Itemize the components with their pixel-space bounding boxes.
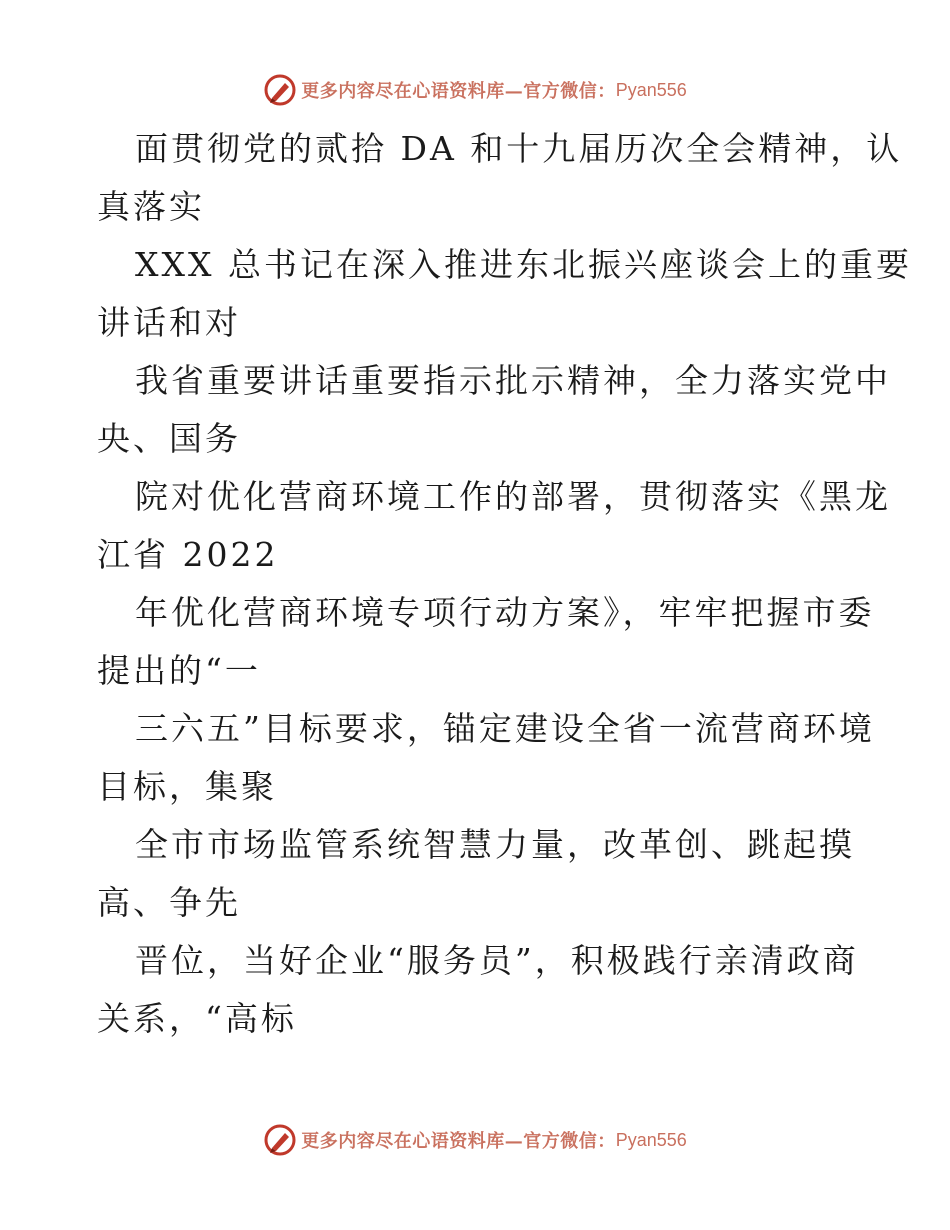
paragraph [97,120,903,236]
paragraph [97,932,857,1048]
banner-text: 更多内容尽在心语资料库—官方微信： [301,1131,616,1152]
paragraph-line: 面贯彻党的贰拾 DA 和十九届历次全会精神，认 [135,129,903,168]
header-banner [0,70,950,110]
paragraph-line: 三六五”目标要求，锚定建设全省一流营商环境 [135,709,875,748]
banner-wechat-id: Pyan556 [615,1129,687,1150]
paragraph [97,584,875,700]
paragraph [97,816,857,932]
paragraph-line: 我省重要讲话重要指示批示精神，全力落实党中 [135,361,891,400]
paragraph-line: 高、争先 [97,883,241,922]
paragraph-line: 晋位，当好企业“服务员”，积极践行亲清政商 [135,941,859,980]
paragraph-line: 目标，集聚 [97,767,277,806]
paragraph-line: XXX 总书记在深入推进东北振兴座谈会上的重要 [135,245,912,284]
pen-logo-icon [263,73,297,107]
paragraph-line: 讲话和对 [97,303,241,342]
paragraph-line: 央、国务 [97,419,241,458]
banner-text: 更多内容尽在心语资料库—官方微信： [301,81,616,102]
paragraph-line: 关系，“高标 [97,999,297,1038]
paragraph [97,352,891,468]
paragraph-line: 全市市场监管系统智慧力量，改革创、跳起摸 [135,825,855,864]
paragraph-line: 提出的“一 [97,651,261,690]
paragraph-line: 江省 2022 [97,535,279,574]
document-body [97,120,912,1048]
paragraph-line: 真落实 [97,187,205,226]
paragraph-line: 院对优化营商环境工作的部署，贯彻落实《黑龙 [135,477,891,516]
paragraph-line: 年优化营商环境专项行动方案》，牢牢把握市委 [135,593,875,632]
paragraph [97,700,875,816]
banner-wechat-id: Pyan556 [615,79,687,100]
pen-logo-icon [263,1123,297,1157]
paragraph [97,468,891,584]
footer-banner [0,1120,950,1160]
paragraph [97,236,912,352]
